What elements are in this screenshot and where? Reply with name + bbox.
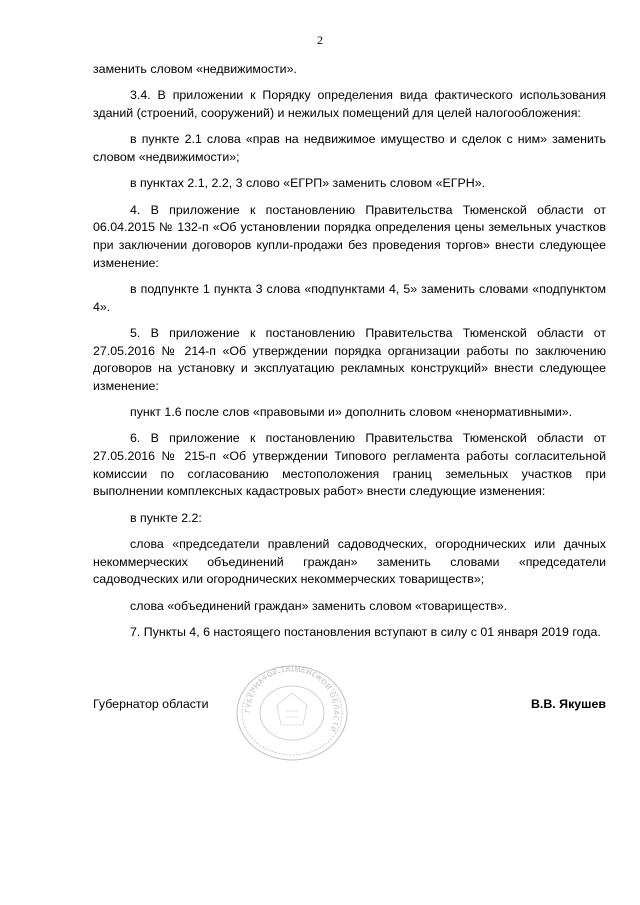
- paragraph-6-b: слова «председатели правлений садоводческих, огороднических или дачных некоммерческих объединений граждан» заменить словами «председатели садоводческих или огороднических некоммерческих товариществ»;: [93, 537, 606, 587]
- page-number: 2: [317, 33, 323, 47]
- paragraph-7: 7. Пункты 4, 6 настоящего постановления вступают в силу с 01 января 2019 года.: [130, 625, 601, 639]
- paragraph-6-c: слова «объединений граждан» заменить словом «товариществ».: [130, 598, 508, 613]
- paragraph-3-4-b: в пунктах 2.1, 2.2, 3 слово «ЕГРП» заменить словом «ЕГРН».: [130, 176, 486, 191]
- paragraph-5: 5. В приложение к постановлению Правительства Тюменской области от 27.05.2016 № 214-п «Об утверждении порядка организации работы по заключению договоров на установку и эксплуатацию рекламных конструкций» внести следующее изменение:: [93, 325, 606, 393]
- paragraph-4-a: в подпункте 1 пункта 3 слова «подпунктами 4, 5» заменить словами «подпунктом 4».: [93, 281, 606, 314]
- paragraph-6-a: в пункте 2.2:: [130, 510, 202, 525]
- seal-text: ГУБЕРНАТОР ТЮМЕНСКОЙ ОБЛАСТИ: [243, 664, 341, 734]
- paragraph-6: 6. В приложение к постановлению Правительства Тюменской области от 27.05.2016 № 215-п «Об утверждении Типового регламента работы согласительной комиссии по согласованию местоположения границ земельных участков при выполнении комплексных кадастровых работ» внести следующие изменения:: [93, 431, 606, 499]
- document-body: [93, 61, 606, 650]
- official-seal-stamp: [233, 663, 351, 763]
- paragraph-4: 4. В приложение к постановлению Правительства Тюменской области от 06.04.2015 № 132-п «Об установлении порядка определения цены земельных участков при заключении договоров купли-продажи без проведения торгов» внести следующее изменение:: [93, 202, 606, 270]
- signatory-title: Губернатор области: [93, 697, 209, 711]
- paragraph-continuation: заменить словом «недвижимости».: [93, 62, 297, 76]
- paragraph-3-4-a: в пункте 2.1 слова «прав на недвижимое имущество и сделок с ним» заменить словом «недвижимости»;: [93, 132, 606, 164]
- paragraph-5-a: пункт 1.6 после слов «правовыми и» дополнить словом «ненормативными».: [130, 405, 573, 420]
- paragraph-3-4: 3.4. В приложении к Порядку определения вида фактического использования зданий (строений, сооружений) и нежилых помещений для целей налогообложения:: [93, 88, 606, 120]
- signatory-name: В.В. Якушев: [530, 697, 606, 711]
